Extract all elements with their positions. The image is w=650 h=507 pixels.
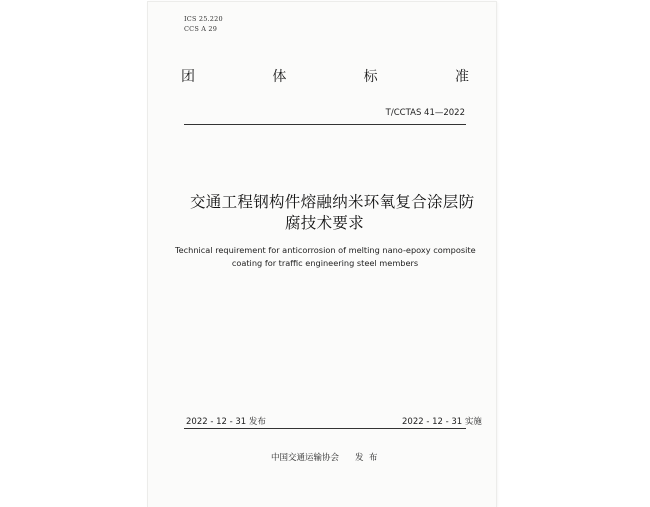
implement-date: 2022 - 12 - 31 实施	[402, 417, 482, 427]
title-en-line-1: Technical requirement for anticorrosion of melting nano-epoxy composite	[175, 245, 476, 255]
issuer-org: 中国交通运输协会	[271, 453, 340, 463]
title-en-line-2: coating for traffic engineering steel members	[231, 258, 419, 268]
standard-category	[181, 66, 469, 86]
header-rule	[184, 124, 466, 125]
issuer-action: 发 布	[355, 453, 378, 463]
ics-code: ICS 25.220	[184, 15, 223, 23]
category-char-3: 标	[363, 69, 378, 85]
category-char-1: 团	[181, 69, 195, 85]
publish-date: 2022 - 12 - 31 发布	[186, 417, 266, 427]
standard-number: T/CCTAS 41—2022	[385, 108, 465, 118]
title-cn-line-2: 腐技术要求	[285, 214, 365, 232]
footer-rule	[184, 428, 466, 429]
category-char-4: 准	[454, 69, 469, 85]
ccs-code: CCS A 29	[184, 25, 218, 33]
category-char-2: 体	[272, 69, 287, 85]
title-cn-line-1: 交通工程钢构件熔融纳米环氧复合涂层防	[190, 193, 475, 211]
